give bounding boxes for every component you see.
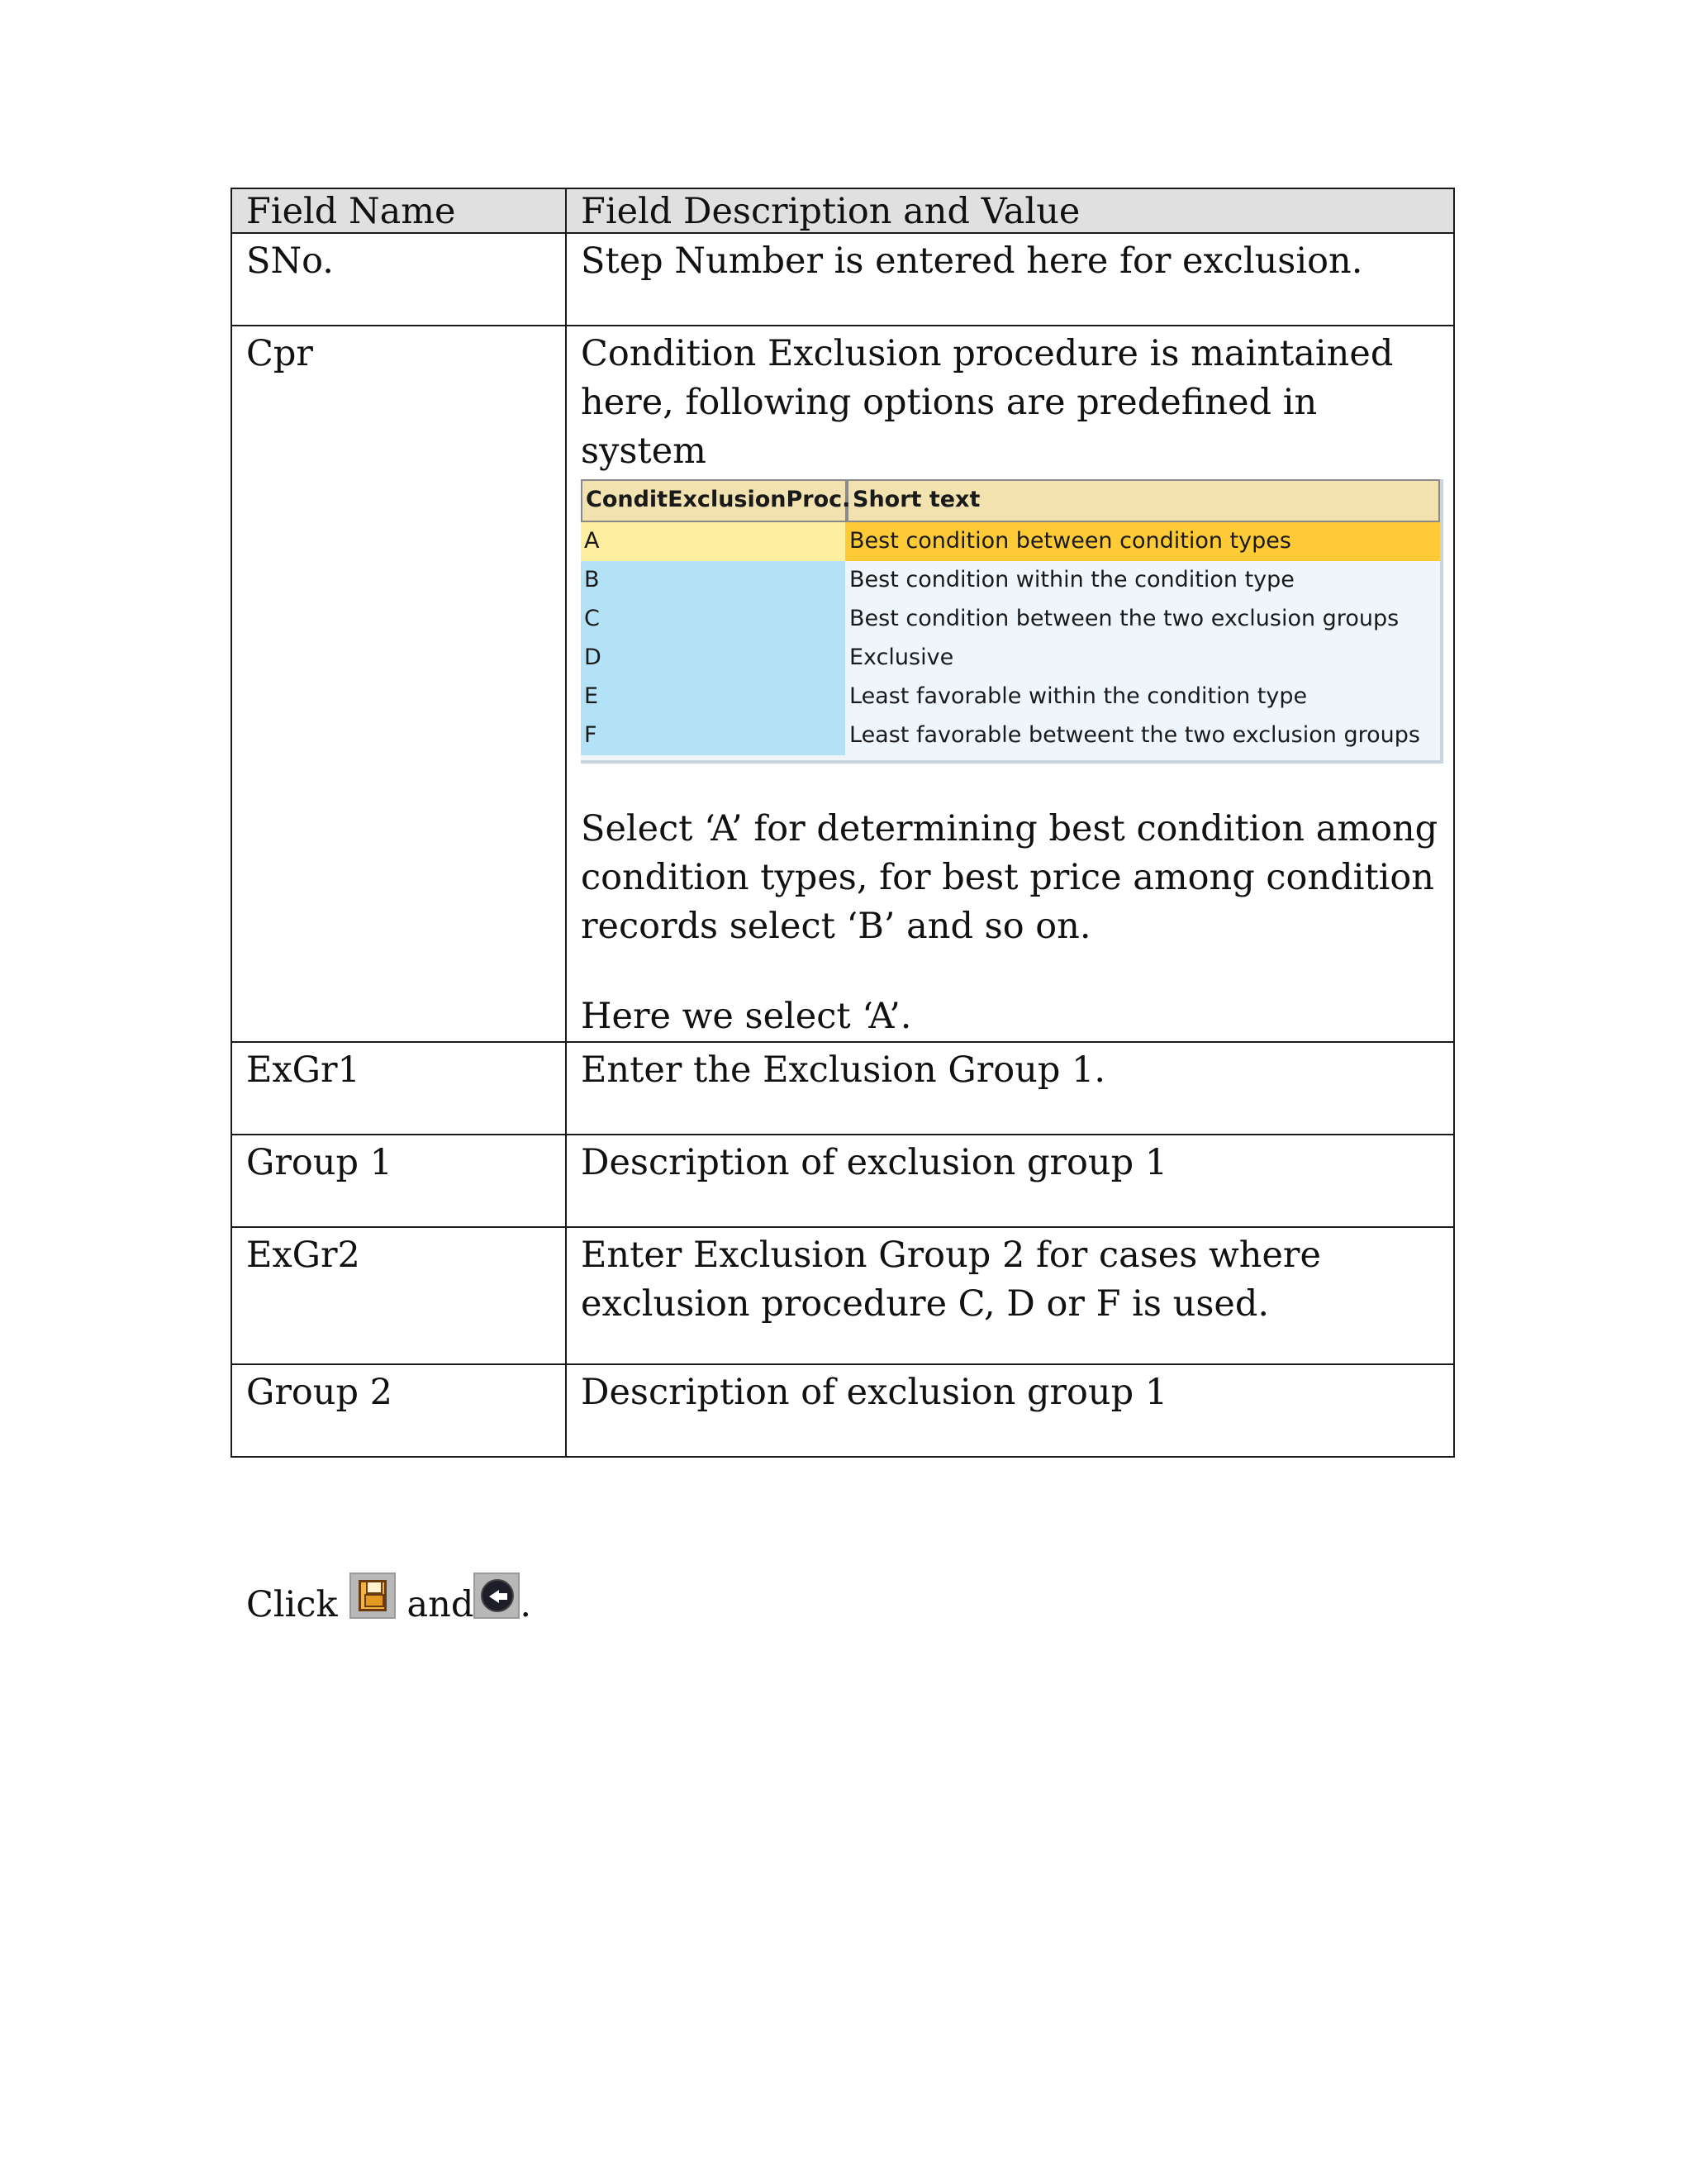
back-icon <box>481 1579 514 1612</box>
field-description-table <box>231 188 1455 1458</box>
list-rows <box>581 522 1440 760</box>
list-item[interactable] <box>581 600 1440 639</box>
field-name-exgr2: ExGr2 <box>231 1227 566 1364</box>
field-name-sno: SNo. <box>231 233 566 326</box>
list-item[interactable] <box>581 678 1440 716</box>
back-button[interactable] <box>473 1573 520 1619</box>
exclusion-procedure-list <box>581 479 1443 764</box>
save-icon <box>359 1580 387 1611</box>
list-item-short-text: Best condition between the two exclusion groups <box>845 600 1440 639</box>
table-row <box>231 1135 1454 1227</box>
table-row <box>231 1364 1454 1457</box>
table-row <box>231 233 1454 326</box>
header-field-description: Field Description and Value <box>566 188 1454 233</box>
list-item-short-text: Best condition between condition types <box>845 522 1440 561</box>
instruction-line <box>246 1573 531 1625</box>
column-header-code[interactable]: ConditExclusionProc. <box>582 481 848 521</box>
list-item-code: E <box>581 678 845 716</box>
field-name-group2: Group 2 <box>231 1364 566 1457</box>
list-item-short-text: Least favorable betweent the two exclusion groups <box>845 716 1440 755</box>
table-row <box>231 1227 1454 1364</box>
field-desc-exgr2: Enter Exclusion Group 2 for cases where exclusion procedure C, D or F is used. <box>566 1227 1454 1364</box>
list-item-short-text: Least favorable within the condition type <box>845 678 1440 716</box>
list-item-code: F <box>581 716 845 755</box>
list-item[interactable] <box>581 561 1440 600</box>
table-row <box>231 1042 1454 1135</box>
field-name-exgr1: ExGr1 <box>231 1042 566 1135</box>
field-name-cpr: Cpr <box>231 326 566 1042</box>
spacer <box>581 951 1440 992</box>
field-desc-cpr <box>566 326 1454 1042</box>
cpr-selection-note: Here we select ‘A’. <box>581 996 912 1037</box>
header-field-name: Field Name <box>231 188 566 233</box>
list-item-code: A <box>581 522 845 561</box>
field-desc-group2: Description of exclusion group 1 <box>566 1364 1454 1457</box>
list-item-code: B <box>581 561 845 600</box>
list-item-code: C <box>581 600 845 639</box>
table-header-row <box>231 188 1454 233</box>
cpr-intro-text: Condition Exclusion procedure is maintained here, following options are predefined in system <box>581 333 1394 472</box>
list-item-short-text: Exclusive <box>845 639 1440 678</box>
save-button[interactable] <box>349 1573 396 1619</box>
field-name-group1: Group 1 <box>231 1135 566 1227</box>
end-punctuation: . <box>520 1584 532 1625</box>
click-text: Click <box>246 1584 338 1625</box>
spacer <box>581 764 1440 805</box>
field-desc-sno: Step Number is entered here for exclusion. <box>566 233 1454 326</box>
list-item[interactable] <box>581 639 1440 678</box>
list-item-code: D <box>581 639 845 678</box>
list-header <box>581 479 1440 522</box>
list-item[interactable] <box>581 716 1440 755</box>
field-desc-group1: Description of exclusion group 1 <box>566 1135 1454 1227</box>
and-text: and <box>406 1584 474 1625</box>
list-item-short-text: Best condition within the condition type <box>845 561 1440 600</box>
field-desc-exgr1: Enter the Exclusion Group 1. <box>566 1042 1454 1135</box>
cpr-selection-explanation: Select ‘A’ for determining best condition among condition types, for best price among condition records select ‘B’ and so on. <box>581 808 1438 947</box>
table-row <box>231 326 1454 1042</box>
column-header-short-text[interactable]: Short text <box>853 487 981 512</box>
list-item[interactable] <box>581 522 1440 561</box>
